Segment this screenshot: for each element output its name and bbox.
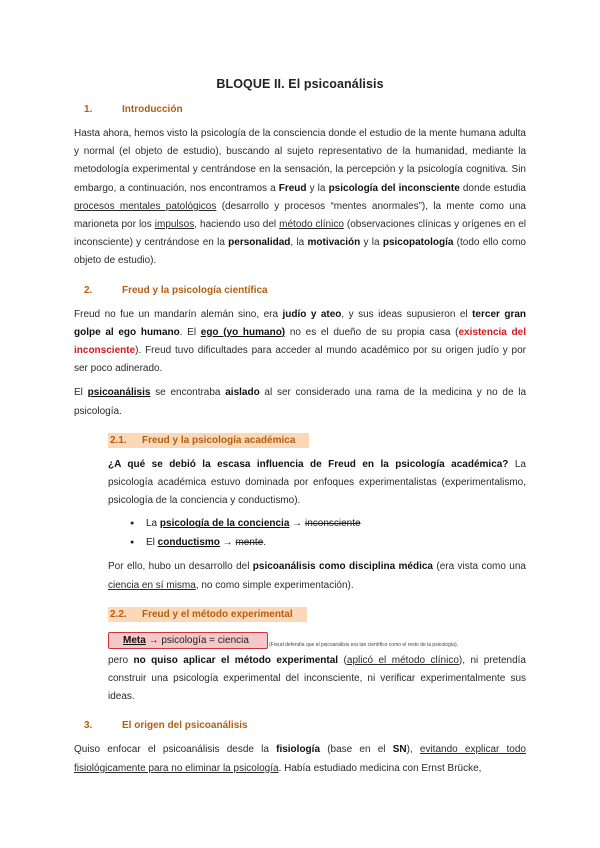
subsection-heading-metodo: 2.2. Freud y el método experimental	[108, 607, 307, 622]
section-number: 2.	[84, 284, 93, 296]
freud-paragraph: Freud no fue un mandarín alemán sino, era judío y ateo, y sus ideas supusieron el tercer gran golpe al ego humano. El ego (yo humano) no es el dueño de su propia casa (existencia del inconsciente). Freud tuvo dificultades para acceder al mundo académico por su origen judío y por ser poco adinerado.	[74, 308, 527, 375]
formula-box: Meta → psicología = ciencia	[108, 632, 268, 649]
document-page	[0, 77, 600, 848]
section-title: El origen del psicoanálisis	[122, 720, 248, 732]
academica-paragraph: ¿A qué se debió la escasa influencia de Freud en la psicología académica? La psicología académica estuvo dominada por enfoques experimentalistas (experimentalismo, psicología de la conciencia y conductismo).	[108, 458, 526, 507]
section-heading-origen	[74, 720, 526, 731]
intro-paragraph: Hasta ahora, hemos visto la psicología de la consciencia donde el estudio de la mente humana adulta y normal (el objeto de estudio), buscando al sujeto representativo de la humanidad, mediante la metodología experimental y centrándose en la sensación, la percepción y la psicología cognitiva. Sin embargo, a continuación, nos encontramos a Freud y la psicología del inconsciente donde estudia procesos mentales patológicos (desarrollo y procesos “mentes anormales”), la mente como una marioneta por los impulsos, haciendo uso del método clínico (observaciones clínicas y orígenes en el inconsciente) y centrándose en la personalidad, la motivación y la psicopatología (todo ello como objeto de estudio).	[74, 128, 526, 267]
disciplina-paragraph: Por ello, hubo un desarrollo del psicoanálisis como disciplina médica (era vista como una ciencia en sí misma, no como simple experimentación).	[108, 561, 526, 591]
section-title: Freud y la psicología científica	[122, 284, 268, 296]
origen-paragraph: Quiso enfocar el psicoanálisis desde la fisiología (base en el SN), evitando explicar todo fisiológicamente para no eliminar la psicología. Había estudiado medicina con Ernst Brücke,	[74, 744, 526, 774]
section-heading-freud-ciencia	[74, 285, 526, 296]
list-item: ● El conductismo → mente.	[132, 533, 526, 552]
section-title: Introducción	[122, 104, 183, 115]
formula-note: (Freud defendía que el psicoanálisis era tan científico como el resto de la psicología),	[269, 641, 458, 648]
section-number: 1.	[84, 104, 93, 115]
subsection-heading-academica: 2.1. Freud y la psicología académica	[108, 433, 309, 448]
section-number: 3.	[84, 720, 93, 732]
list-item: ● La psicología de la conciencia → inconsciente	[132, 514, 526, 533]
page-title: BLOQUE II. El psicoanálisis	[216, 77, 384, 91]
psicoanalisis-paragraph: El psicoanálisis se encontraba aislado al ser considerado una rama de la medicina y no de la psicología.	[74, 387, 527, 417]
section-heading-introduccion	[74, 104, 526, 115]
formula-row	[108, 632, 526, 649]
bullet-list	[132, 514, 526, 552]
metodo-paragraph: pero no quiso aplicar el método experimental (aplicó el método clínico), ni pretendía construir una psicología experimental del inconsciente, ni verificar experimentalmente sus ideas.	[108, 654, 526, 703]
